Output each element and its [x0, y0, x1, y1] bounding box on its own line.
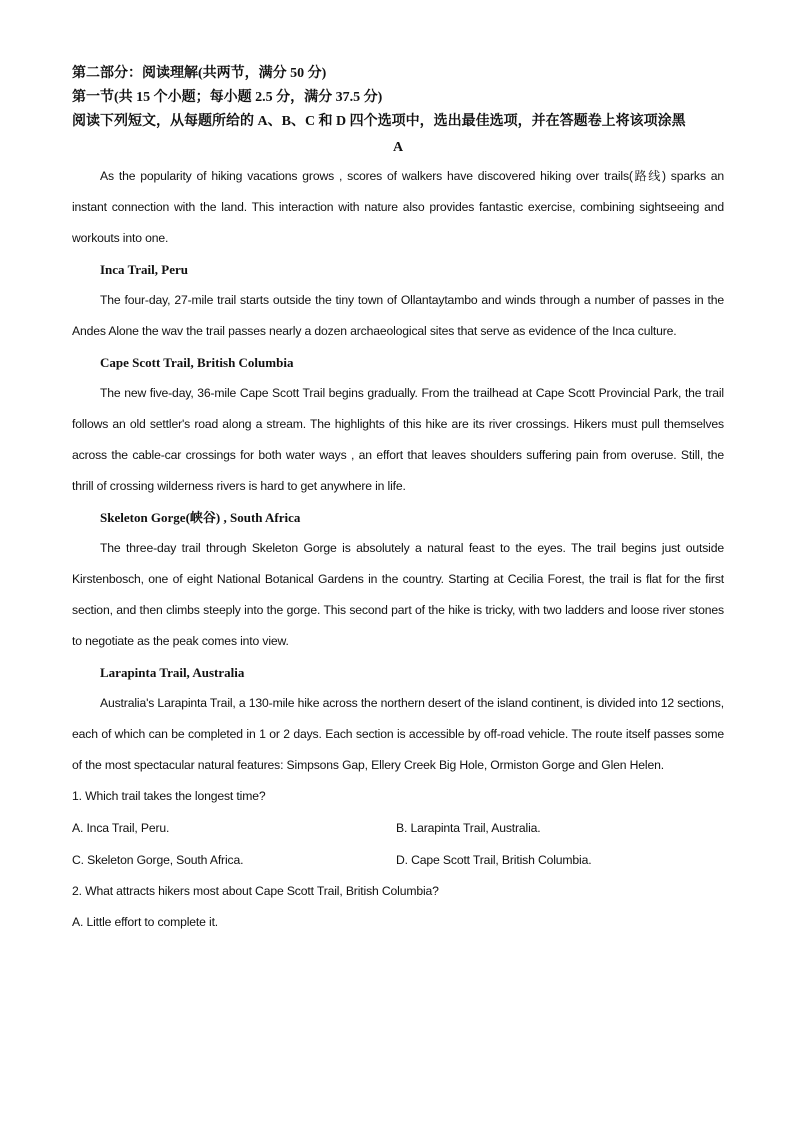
section-heading: 第一节(共 15 个小题；每小题 2.5 分，满分 37.5 分) [72, 90, 383, 105]
question-2-option-a[interactable]: A. Little effort to complete it. [72, 915, 219, 929]
exam-page [72, 62, 724, 938]
trail-heading-inca: Inca Trail, Peru [100, 262, 188, 277]
trail-heading-skeleton-gorge: Skeleton Gorge(峡谷) , South Africa [100, 510, 301, 525]
question-1-stem: 1. Which trail takes the longest time? [72, 789, 266, 803]
trail-text-skeleton-gorge: The three-day trail through Skeleton Gorge is absolutely a natural feast to the eyes. The trail begins just outside Kirstenbosch, one of eight National Botanical Gardens in the country. Starting at Cecilia Forest, the trail is flat for the first section, and then climbs steeply into the gorge. This second part of the hike is tricky, with two ladders and loose river stones to negotiate as the peak comes into view. [72, 541, 724, 648]
instructions: 阅读下列短文，从每题所给的 A、B、C 和 D 四个选项中，选出最佳选项，并在答题卷上将该项涂黑 [72, 114, 686, 129]
passage-label: A [392, 140, 404, 155]
part-heading: 第二部分：阅读理解(共两节，满分 50 分) [72, 66, 327, 81]
question-1-options-row-1 [72, 812, 724, 844]
passage-intro: As the popularity of hiking vacations grows , scores of walkers have discovered hiking over trails(路线) sparks an instant connection with the land. This interaction with nature also provides fantastic exercise, combining sightseeing and workouts into one. [72, 169, 724, 245]
trail-heading-cape-scott: Cape Scott Trail, British Columbia [100, 355, 294, 370]
question-1-option-d[interactable]: D. Cape Scott Trail, British Columbia. [396, 853, 592, 867]
trail-text-cape-scott: The new five-day, 36-mile Cape Scott Trail begins gradually. From the trailhead at Cape Scott Provincial Park, the trail follows an old settler's road along a stream. The highlights of this hike are its river crossings. Hikers must pull themselves across the cable-car crossings for both water ways , an effort that leaves shoulders suffering pain from overuse. Still, the thrill of crossing wilderness rivers is hard to get anywhere in life. [72, 386, 724, 493]
trail-text-larapinta: Australia's Larapinta Trail, a 130-mile hike across the northern desert of the island continent, is divided into 12 sections, each of which can be completed in 1 or 2 days. Each section is accessible by off-road vehicle. The route itself passes some of the most spectacular natural features: Simpsons Gap, Ellery Creek Big Hole, Ormiston Gorge and Glen Helen. [72, 696, 724, 772]
question-1-option-c[interactable]: C. Skeleton Gorge, South Africa. [72, 853, 244, 867]
question-2-stem: 2. What attracts hikers most about Cape Scott Trail, British Columbia? [72, 884, 439, 898]
trail-heading-larapinta: Larapinta Trail, Australia [100, 665, 245, 680]
question-1-options-row-2 [72, 844, 724, 876]
trail-text-inca: The four-day, 27-mile trail starts outside the tiny town of Ollantaytambo and winds through a number of passes in the Andes Alone the wav the trail passes nearly a dozen archaeological sites that serve as evidence of the Inca culture. [72, 293, 724, 338]
question-1-option-a[interactable]: A. Inca Trail, Peru. [72, 821, 170, 835]
question-1-option-b[interactable]: B. Larapinta Trail, Australia. [396, 821, 541, 835]
